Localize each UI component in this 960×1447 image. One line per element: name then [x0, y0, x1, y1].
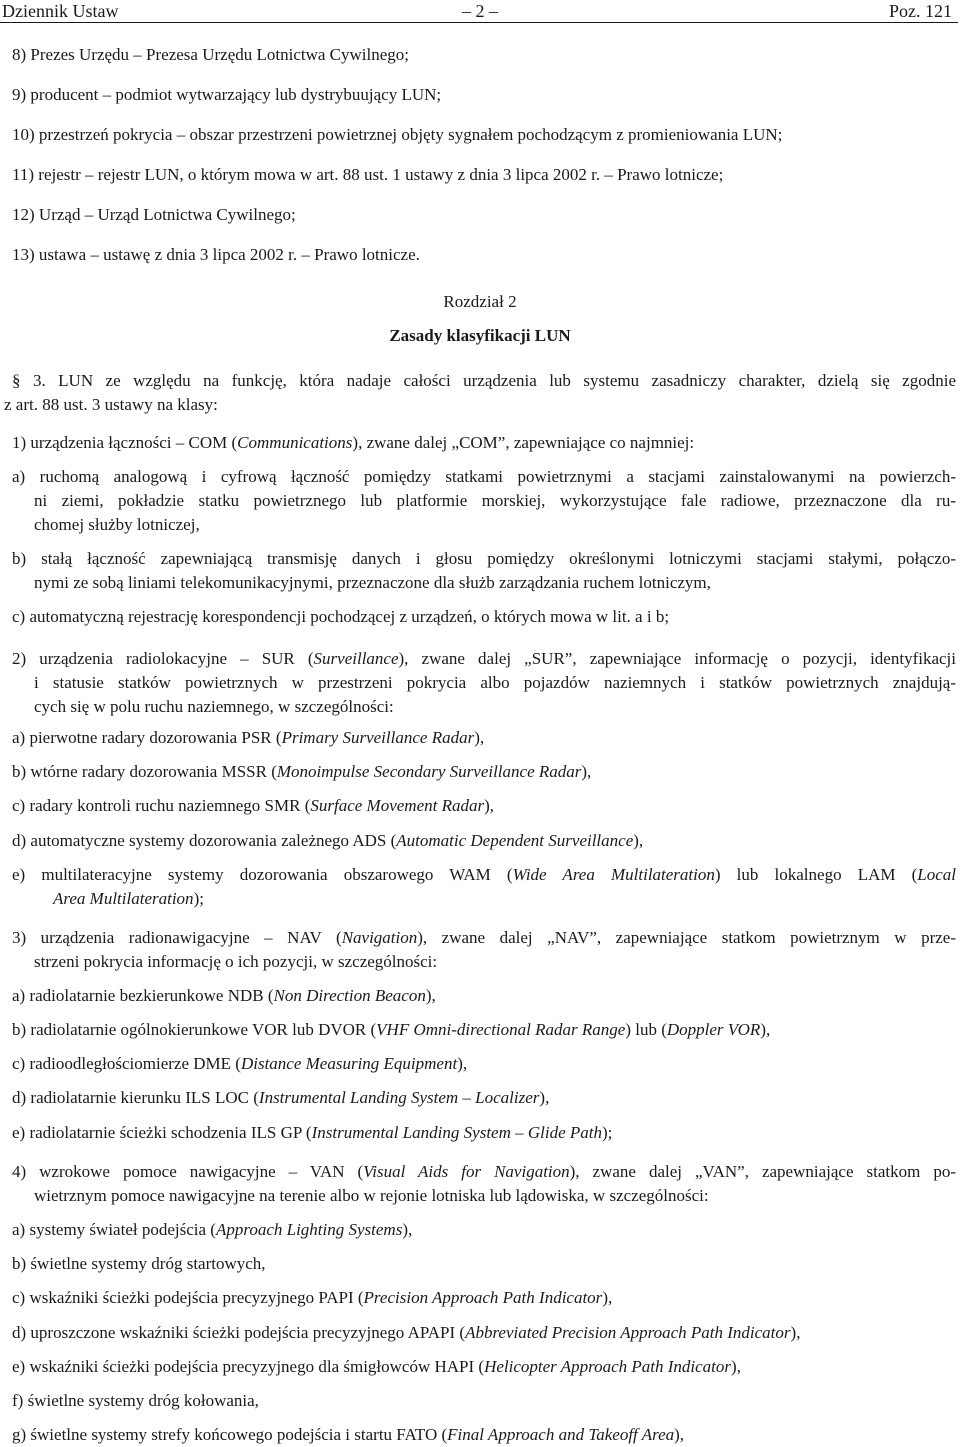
italic-term: Automatic Dependent Surveillance [396, 831, 634, 850]
definition-10 [12, 124, 956, 146]
class-4-item-d [12, 1322, 956, 1344]
chapter-title [0, 325, 960, 347]
class-4-item-a [12, 1219, 956, 1241]
italic-term: Final Approach and Takeoff Area [447, 1425, 675, 1444]
italic-term: Distance Measuring Equipment [240, 1054, 458, 1073]
line-text: b) świetlne systemy dróg startowych, [12, 1254, 266, 1273]
line-text: cych się w polu ruchu naziemnego, w szczególności: [34, 697, 394, 716]
class-3-item-a [12, 985, 956, 1007]
class-1-item-b [12, 548, 956, 570]
italic-term: Wide Area Multilateration [512, 865, 715, 884]
class-2-heading [12, 648, 956, 670]
line-text: c) wskaźniki ścieżki podejścia precyzyjnego PAPI ( [12, 1288, 364, 1307]
class-4-item-c [12, 1287, 956, 1309]
definition-8 [12, 44, 956, 66]
line-text: c) automatyczną rejestrację korespondencji pochodzącej z urządzeń, o których mowa w lit. a i b; [12, 607, 670, 626]
line-text: a) systemy świateł podejścia ( [12, 1220, 216, 1239]
line-text: c) radary kontroli ruchu naziemnego SMR ( [12, 796, 311, 815]
class-3-item-e [12, 1122, 956, 1144]
italic-term: Surface Movement Radar [310, 796, 485, 815]
line-text: ), [484, 796, 495, 815]
line-text: ), zwane dalej „NAV”, zapewniające statkom powietrznym w prze- [417, 928, 956, 947]
italic-term: Approach Lighting Systems [215, 1220, 403, 1239]
line-text: b) wtórne radary dozorowania MSSR ( [12, 762, 277, 781]
class-2-heading-cont [34, 696, 956, 718]
italic-term: Visual Aids for Navigation [363, 1162, 570, 1181]
line-text: e) radiolatarnie ścieżki schodzenia ILS GP ( [12, 1123, 312, 1142]
class-4-item-b [12, 1253, 956, 1275]
line-text: § 3. LUN ze względu na funkcję, która nadaje całości urządzenia lub systemu zasadniczy charakter, dzielą się zgodnie [12, 371, 956, 390]
italic-term: Precision Approach Path Indicator [363, 1288, 603, 1307]
class-4-item-e [12, 1356, 956, 1378]
class-1-item-c [12, 606, 956, 628]
class-1-item-a [12, 466, 956, 488]
class-2-item-d [12, 830, 956, 852]
line-text: ); [193, 889, 204, 908]
line-text: ), [457, 1054, 468, 1073]
italic-term: Area Multilateration [53, 889, 194, 908]
class-1-item-a-cont [34, 490, 956, 512]
line-text: 1) urządzenia łączności – COM ( [12, 433, 238, 452]
line-text: chomej służby lotniczej, [34, 515, 200, 534]
definition-12 [12, 204, 956, 226]
class-3-heading [12, 927, 956, 949]
italic-term: Navigation [341, 928, 418, 947]
line-text: ), [425, 986, 436, 1005]
italic-term: Helicopter Approach Path Indicator [484, 1357, 732, 1376]
class-4-heading-cont [34, 1185, 956, 1207]
class-4-item-g [12, 1424, 956, 1446]
line-text: 12) Urząd – Urząd Lotnictwa Cywilnego; [12, 205, 296, 224]
line-text: 4) wzrokowe pomoce nawigacyjne – VAN ( [12, 1162, 364, 1181]
line-text: ), zwane dalej „SUR”, zapewniające informację o pozycji, identyfikacji [398, 649, 956, 668]
line-text: c) radioodległościomierze DME ( [12, 1054, 241, 1073]
italic-term: VHF Omni-directional Radar Range [376, 1020, 626, 1039]
class-3-item-c [12, 1053, 956, 1075]
line-text: ), zwane dalej „VAN”, zapewniające statkom po- [569, 1162, 956, 1181]
italic-term: Instrumental Landing System – Glide Path [311, 1123, 602, 1142]
line-text: 8) Prezes Urzędu – Prezesa Urzędu Lotnictwa Cywilnego; [12, 45, 410, 64]
class-2-item-c [12, 795, 956, 817]
line-text: 11) rejestr – rejestr LUN, o którym mowa w art. 88 ust. 1 ustawy z dnia 3 lipca 2002 r. – Prawo lotnicze; [12, 165, 724, 184]
italic-term: Abbreviated Precision Approach Path Indicator [465, 1323, 791, 1342]
italic-term: Doppler VOR [666, 1020, 761, 1039]
line-text: ), [539, 1088, 550, 1107]
position-number: Poz. 121 [889, 1, 952, 21]
line-text: ), [474, 728, 485, 747]
line-text: ) lub lokalnego LAM ( [714, 865, 918, 884]
line-text: ); [602, 1123, 613, 1142]
chapter-number [0, 291, 960, 313]
line-text: 3) urządzenia radionawigacyjne – NAV ( [12, 928, 342, 947]
italic-term: Communications [237, 433, 353, 452]
class-3-heading-cont [34, 951, 956, 973]
line-text: ) lub ( [625, 1020, 667, 1039]
line-text: ni ziemi, pokładzie statku powietrznego lub platformie morskiej, wykorzystujące fale radiowe, przeznaczone dla ru- [34, 491, 956, 510]
line-text: ), [581, 762, 592, 781]
line-text: 2) urządzenia radiolokacyjne – SUR ( [12, 649, 314, 668]
class-2-item-a [12, 727, 956, 749]
line-text: 10) przestrzeń pokrycia – obszar przestrzeni powietrznej objęty sygnałem pochodzącym z promieniowania LUN; [12, 125, 783, 144]
class-4-item-f [12, 1390, 956, 1412]
line-text: Zasady klasyfikacji LUN [389, 326, 571, 345]
line-text: ), [790, 1323, 801, 1342]
line-text: d) radiolatarnie kierunku ILS LOC ( [12, 1088, 259, 1107]
class-2-item-b [12, 761, 956, 783]
line-text: b) stałą łączność zapewniającą transmisję danych i głosu pomiędzy określonymi lotniczymi stacjami stałymi, połączo- [12, 549, 956, 568]
line-text: 13) ustawa – ustawę z dnia 3 lipca 2002 r. – Prawo lotnicze. [12, 245, 420, 264]
italic-term: Monoimpulse Secondary Surveillance Radar [276, 762, 582, 781]
definition-9 [12, 84, 956, 106]
paragraph-3-intro [12, 370, 956, 392]
line-text: d) uproszczone wskaźniki ścieżki podejścia precyzyjnego APAPI ( [12, 1323, 466, 1342]
line-text: z art. 88 ust. 3 ustawy na klasy: [4, 395, 218, 414]
class-4-heading [12, 1161, 956, 1183]
line-text: g) świetlne systemy strefy końcowego podejścia i startu FATO ( [12, 1425, 448, 1444]
italic-term: Surveillance [313, 649, 399, 668]
definition-11 [12, 164, 956, 186]
paragraph-3-intro-cont [4, 394, 948, 416]
journal-title: Dziennik Ustaw [2, 1, 119, 21]
line-text: ), [674, 1425, 685, 1444]
class-2-item-e-cont [53, 888, 960, 910]
italic-term: Non Direction Beacon [273, 986, 426, 1005]
line-text: ), [731, 1357, 741, 1376]
line-text: ), [760, 1020, 771, 1039]
line-text: a) radiolatarnie bezkierunkowe NDB ( [12, 986, 274, 1005]
italic-term: Instrumental Landing System – Localizer [258, 1088, 540, 1107]
page-number: – 2 – [462, 1, 498, 21]
line-text: e) multilateracyjne systemy dozorowania obszarowego WAM ( [12, 865, 513, 884]
page-header [0, 0, 958, 23]
definition-13 [12, 244, 956, 266]
line-text: f) świetlne systemy dróg kołowania, [12, 1391, 259, 1410]
line-text: i statusie statków powietrznych w przestrzeni pokrycia albo pojazdów naziemnych i statków powietrznych znajdują- [34, 673, 956, 692]
line-text: ), [602, 1288, 613, 1307]
line-text: wietrznym pomoce nawigacyjne na terenie albo w rejonie lotniska lub lądowiska, w szczególności: [34, 1186, 709, 1205]
italic-term: Local [917, 865, 957, 884]
italic-term: Primary Surveillance Radar [281, 728, 475, 747]
class-1-heading [12, 432, 956, 454]
line-text: e) wskaźniki ścieżki podejścia precyzyjnego dla śmigłowców HAPI ( [12, 1357, 485, 1376]
line-text: 9) producent – podmiot wytwarzający lub dystrybuujący LUN; [12, 85, 442, 104]
line-text: ), [633, 831, 644, 850]
line-text: ), zwane dalej „COM”, zapewniające co najmniej: [352, 433, 695, 452]
class-1-item-a-cont [34, 514, 956, 536]
line-text: Rozdział 2 [443, 292, 517, 311]
line-text: b) radiolatarnie ogólnokierunkowe VOR lub DVOR ( [12, 1020, 377, 1039]
class-2-heading-cont [34, 672, 956, 694]
class-2-item-e [12, 864, 956, 886]
line-text: nymi ze sobą liniami telekomunikacyjnymi, przeznaczone dla służb zarządzania ruchem lotniczym, [34, 573, 711, 592]
line-text: a) ruchomą analogową i cyfrową łączność pomiędzy statkami powietrznymi a stacjami zainstalowanymi na powierzch- [12, 467, 956, 486]
class-1-item-b-cont [34, 572, 956, 594]
line-text: a) pierwotne radary dozorowania PSR ( [12, 728, 282, 747]
line-text: d) automatyczne systemy dozorowania zależnego ADS ( [12, 831, 397, 850]
class-3-item-b [12, 1019, 956, 1041]
line-text: ), [402, 1220, 413, 1239]
line-text: strzeni pokrycia informację o ich pozycji, w szczególności: [34, 952, 438, 971]
class-3-item-d [12, 1087, 956, 1109]
